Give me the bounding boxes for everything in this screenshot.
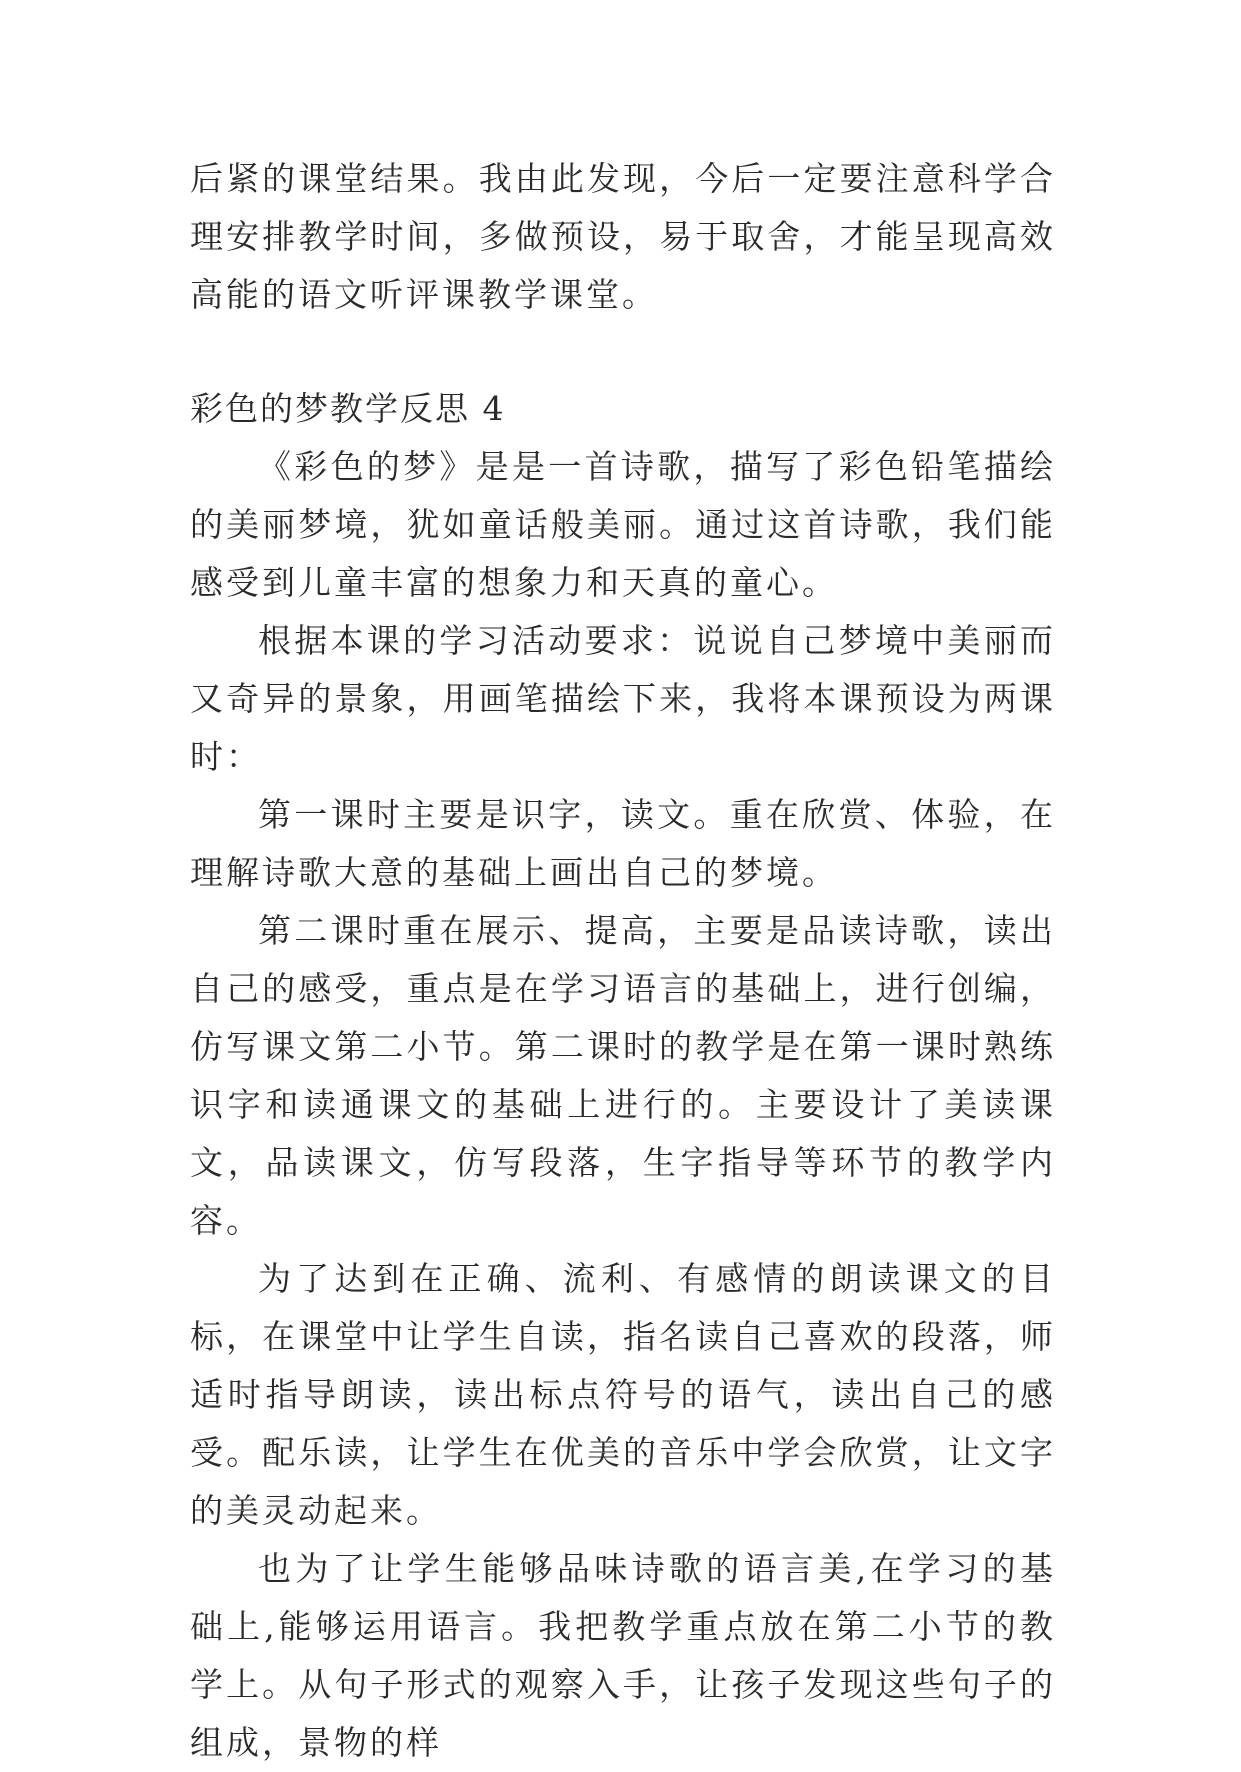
body-paragraph: 第一课时主要是识字，读文。重在欣赏、体验，在理解诗歌大意的基础上画出自己的梦境。 [190, 795, 1056, 892]
section-title: 彩色的梦教学反思 4 [190, 389, 506, 428]
body-paragraph: 也为了让学生能够品味诗歌的语言美,在学习的基础上,能够运用语言。我把教学重点放在第二小节的教学上。从句子形式的观察入手，让孩子发现这些句子的组成，景物的样 [190, 1549, 1056, 1762]
body-paragraph: 第二课时重在展示、提高，主要是品读诗歌，读出自己的感受，重点是在学习语言的基础上，进行创编，仿写课文第二小节。第二课时的教学是在第一课时熟练识字和读通课文的基础上进行的。主要设计了美读课文，品读课文，仿写段落，生字指导等环节的教学内容。 [190, 911, 1056, 1240]
continuation-paragraph: 后紧的课堂结果。我由此发现，今后一定要注意科学合理安排教学时间，多做预设，易于取舍，才能呈现高效高能的语文听评课教学课堂。 [190, 159, 1056, 314]
body-paragraph: 《彩色的梦》是是一首诗歌，描写了彩色铅笔描绘的美丽梦境，犹如童话般美丽。通过这首诗歌，我们能感受到儿童丰富的想象力和天真的童心。 [190, 447, 1056, 602]
body-paragraph: 为了达到在正确、流利、有感情的朗读课文的目标，在课堂中让学生自读，指名读自己喜欢的段落，师适时指导朗读，读出标点符号的语气，读出自己的感受。配乐读，让学生在优美的音乐中学会欣赏，让文字的美灵动起来。 [190, 1259, 1056, 1530]
body-paragraph: 根据本课的学习活动要求：说说自己梦境中美丽而又奇异的景象，用画笔描绘下来，我将本课预设为两课时： [190, 621, 1056, 776]
document-body [190, 150, 1056, 1772]
